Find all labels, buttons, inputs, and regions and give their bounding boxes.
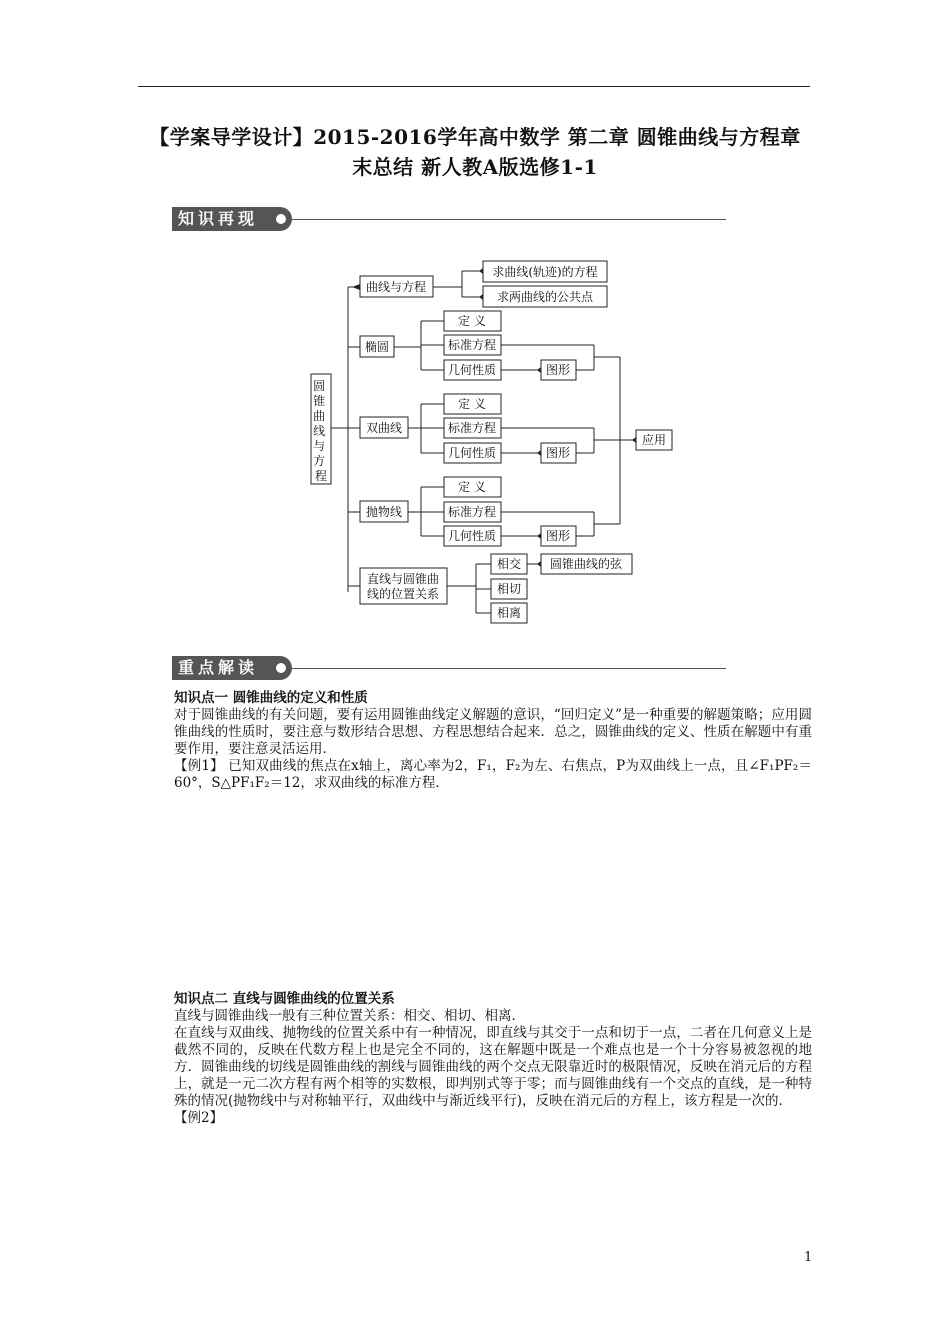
leaf-figure: 图形 xyxy=(545,529,571,543)
root-label: 圆 锥 曲 线 与 方 程 xyxy=(313,379,328,483)
knowledge-point-1 xyxy=(174,690,812,792)
knowledge-point-2 xyxy=(174,991,812,1127)
branch-parabola: 抛物线 xyxy=(365,505,403,519)
leaf-standard-eq: 标准方程 xyxy=(447,505,497,519)
leaf-geometry: 几何性质 xyxy=(447,446,497,460)
leaf-definition: 定 义 xyxy=(458,397,486,411)
branch-ellipse: 椭圆 xyxy=(364,340,390,354)
title-line-1: 【学案导学设计】2015-2016学年高中数学 第二章 圆锥曲线与方程章 xyxy=(149,125,801,149)
leaf-standard-eq: 标准方程 xyxy=(447,338,497,352)
branch-hyperbola: 双曲线 xyxy=(365,421,403,435)
leaf-common-points: 求两曲线的公共点 xyxy=(496,290,594,304)
kp2-heading: 知识点二 直线与圆锥曲线的位置关系 xyxy=(174,991,395,1007)
title-line-2: 末总结 新人教A版选修1-1 xyxy=(352,155,598,179)
leaf-figure: 图形 xyxy=(545,446,571,460)
branch-line-relation-2: 线的位置关系 xyxy=(366,587,440,601)
kp1-heading: 知识点一 圆锥曲线的定义和性质 xyxy=(174,690,368,706)
concept-map-diagram xyxy=(0,0,950,660)
section-rule xyxy=(292,668,726,669)
leaf-geometry: 几何性质 xyxy=(447,529,497,543)
leaf-separate: 相离 xyxy=(496,606,522,620)
bullet-dot-icon xyxy=(276,663,286,673)
kp2-paragraph-2: 在直线与双曲线、抛物线的位置关系中有一种情况，即直线与其交于一点和切于一点，二者在几何意义上是截然不同的，反映在代数方程上也是完全不同的，这在解题中既是一个难点也是一个十分容易被忽视的地方．圆锥曲线的切线是圆锥曲线的割线与圆锥曲线的两个交点无限靠近时的极限情况，反映在消元后的方程上，就是一元二次方程有两个相等的实数根，即判别式等于零；而与圆锥曲线有一个交点的直线，是一种特殊的情况(抛物线中与对称轴平行，双曲线中与渐近线平行)，反映在消元后的方程上，该方程是一次的． xyxy=(174,1025,812,1109)
example-1: 【例1】 已知双曲线的焦点在x轴上，离心率为2，F₁，F₂为左、右焦点，P为双曲线上一点，且∠F₁PF₂＝60°，S△PF₁F₂＝12，求双曲线的标准方程． xyxy=(174,758,812,791)
branch-curve-equation: 曲线与方程 xyxy=(365,280,427,294)
leaf-definition: 定 义 xyxy=(458,314,486,328)
example-2: 【例2】 xyxy=(174,1110,224,1126)
leaf-definition: 定 义 xyxy=(458,480,486,494)
page-number: 1 xyxy=(804,1250,813,1265)
leaf-standard-eq: 标准方程 xyxy=(447,421,497,435)
kp1-paragraph: 对于圆锥曲线的有关问题，要有运用圆锥曲线定义解题的意识，“回归定义”是一种重要的解题策略；应用圆锥曲线的性质时，要注意与数形结合思想、方程思想结合起来．总之，圆锥曲线的定义、性质在解题中有重要作用，要注意灵活运用． xyxy=(174,707,812,757)
leaf-figure: 图形 xyxy=(545,363,571,377)
kp2-paragraph-1: 直线与圆锥曲线一般有三种位置关系：相交、相切、相离． xyxy=(174,1008,525,1024)
leaf-application: 应用 xyxy=(641,433,667,447)
section-label: 重点解读 xyxy=(178,658,259,677)
leaf-geometry: 几何性质 xyxy=(447,363,497,377)
leaf-find-locus: 求曲线(轨迹)的方程 xyxy=(492,265,598,279)
leaf-tangent: 相切 xyxy=(496,582,522,596)
branch-line-relation-1: 直线与圆锥曲 xyxy=(366,572,440,586)
leaf-intersect: 相交 xyxy=(496,557,522,571)
leaf-chord: 圆锥曲线的弦 xyxy=(549,557,623,571)
section-label: 知识再现 xyxy=(178,209,259,228)
section-tag xyxy=(172,656,292,680)
